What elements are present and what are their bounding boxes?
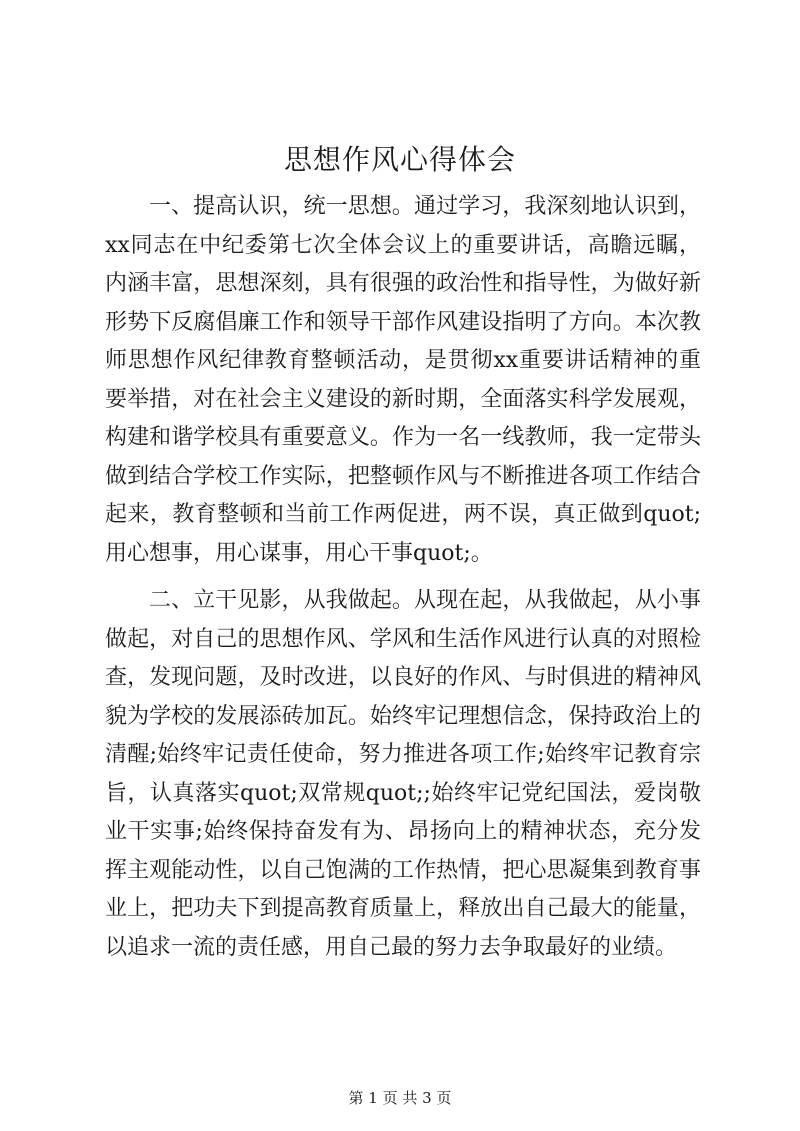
document-title: 思想作风心得体会 xyxy=(283,143,516,176)
page-footer: 第 1 页 共 3 页 xyxy=(348,1089,452,1107)
paragraph-2: 二、立干见影，从我做起。从现在起，从我做起，从小事做起，对自己的思想作风、学风和生活作风进行认真的对照检查，发现问题，及时改进，以良好的作风、与时俱进的精神风貌为学校的发展添砖加瓦。始终牢记理想信念，保持政治上的清醒;始终牢记责任使命，努力推进各项工作;始终牢记教育宗旨，认真落实quot;双常规quot;;始终牢记党纪国法，爱岗敬业干实事;始终保持奋发有为、昂扬向上的精神状态，充分发挥主观能动性，以自己饱满的工作热情，把心思凝集到教育事业上，把功夫下到提高教育质量上，释放出自己最大的能量，以追求一流的责任感，用自己最的努力去争取最好的业绩。 xyxy=(105,588,701,960)
document-body xyxy=(105,188,701,976)
paragraph-1: 一、提高认识，统一思想。通过学习，我深刻地认识到，xx同志在中纪委第七次全体会议上的重要讲话，高瞻远瞩，内涵丰富，思想深刻，具有很强的政治性和指导性，为做好新形势下反腐倡廉工作和领导干部作风建设指明了方向。本次教师思想作风纪律教育整顿活动，是贯彻xx重要讲话精神的重要举措，对在社会主义建设的新时期，全面落实科学发展观，构建和谐学校具有重要意义。作为一名一线教师，我一定带头做到结合学校工作实际，把整顿作风与不断推进各项工作结合起来，教育整顿和当前工作两促进，两不误，真正做到quot;用心想事，用心谋事，用心干事quot;。 xyxy=(105,194,701,566)
